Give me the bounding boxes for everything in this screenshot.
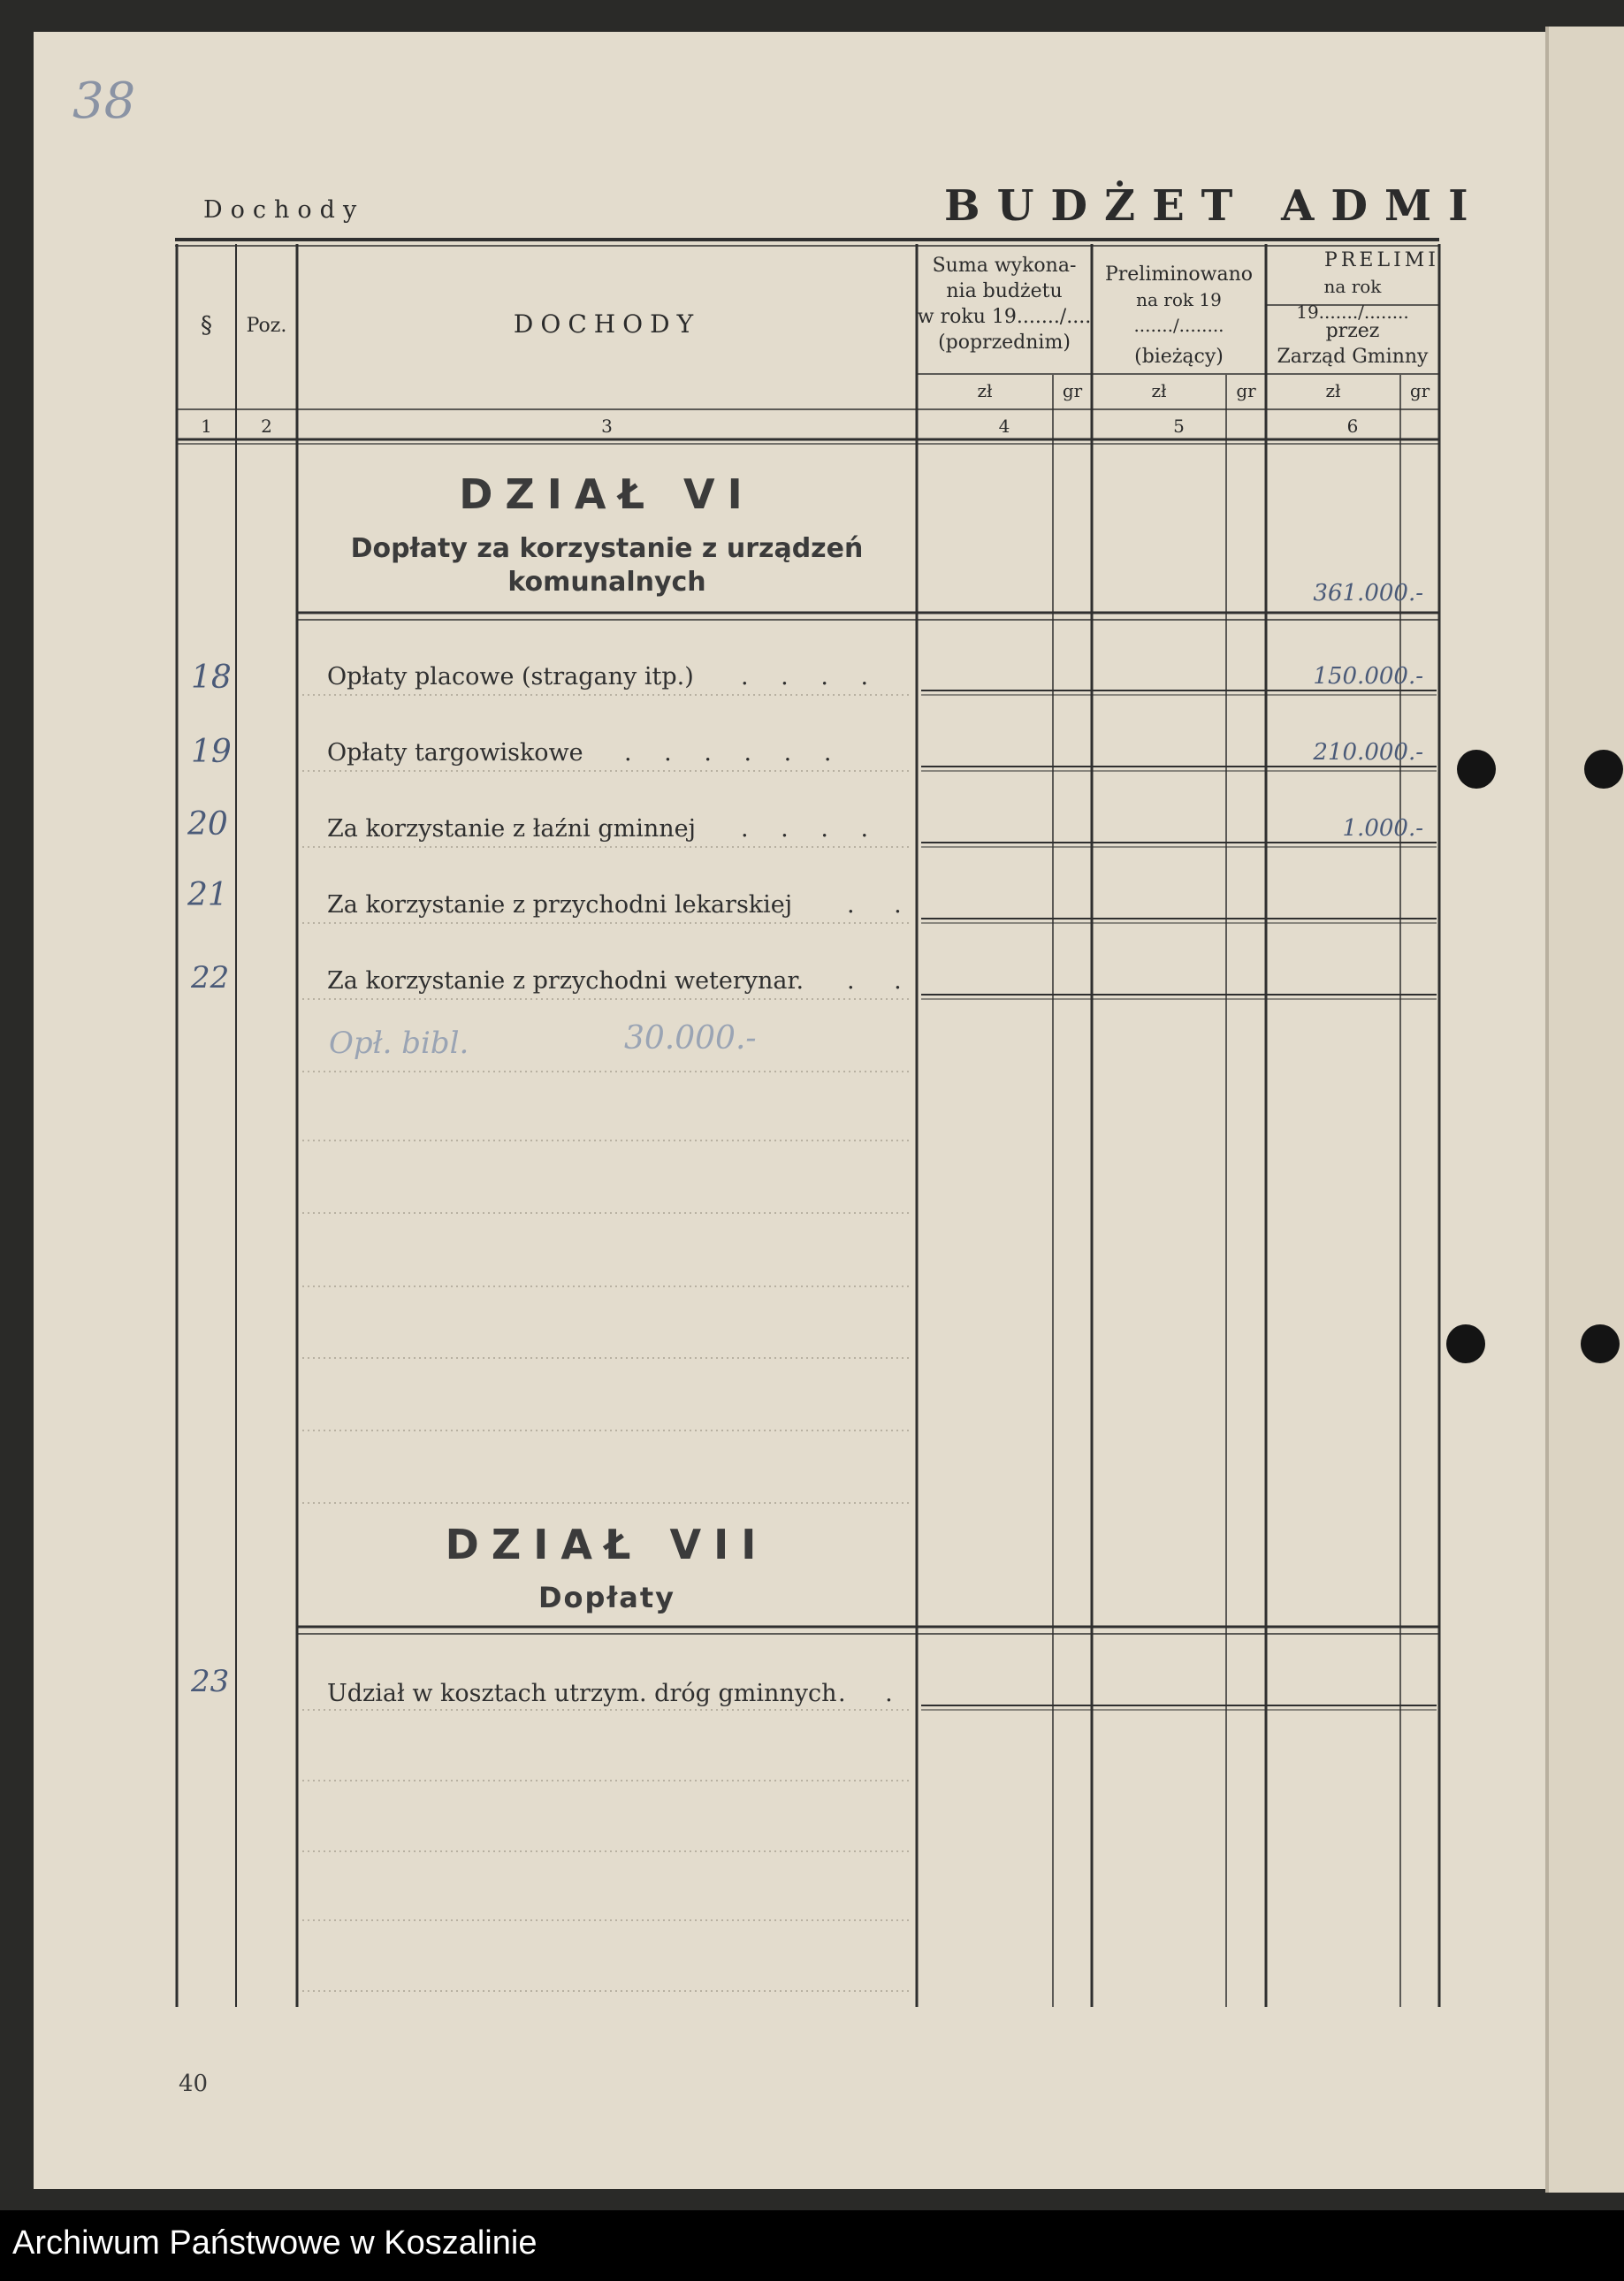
- section-total-dzial-vi: 361.000.-: [1313, 580, 1423, 606]
- column-header-board: przez Zarząd Gminny: [1277, 320, 1429, 368]
- column-number: 1: [201, 416, 212, 437]
- column-header-preliminary-next: PRELIMI: [1324, 249, 1439, 271]
- row-number-21: 21: [187, 877, 228, 913]
- column-number: 4: [998, 416, 1010, 437]
- column-number: 3: [601, 416, 613, 437]
- row-label-21: Za korzystanie z przychodni lekarskiej: [327, 891, 793, 919]
- row-leader-dots: . .: [847, 967, 918, 995]
- row-leader-dots: . .: [847, 891, 918, 919]
- row-number-20: 20: [187, 806, 228, 843]
- column-number: 6: [1346, 416, 1359, 437]
- unit-gr: gr: [1409, 380, 1430, 401]
- section-label-dochody: Dochody: [203, 196, 365, 224]
- row-number-23: 23: [191, 1664, 230, 1699]
- row-amount-19: 210.000.-: [1313, 739, 1423, 766]
- pencil-note-label: Opł. bibl.: [329, 1026, 469, 1061]
- column-header-paragraph: §: [201, 312, 212, 339]
- column-header-next-year: na rok 19......./........: [1296, 276, 1409, 323]
- printed-page-number: 40: [179, 2071, 209, 2097]
- row-label-19: Opłaty targowiskowe: [327, 739, 583, 767]
- column-header-position: Poz.: [246, 315, 287, 337]
- unit-zl: zł: [1325, 380, 1341, 401]
- pencil-page-number: 38: [72, 72, 136, 130]
- row-leader-dots: . . . . . .: [624, 739, 844, 767]
- row-number-19: 19: [191, 734, 232, 770]
- document-title: BUDŻET ADMI: [944, 181, 1485, 231]
- column-header-preliminary-current: Preliminowano na rok 19 ......./........ (bieżący): [1104, 263, 1254, 368]
- column-number: 2: [261, 416, 272, 437]
- section-subtitle-dzial-vi: Dopłaty za korzystanie z urządzeń komunalnych: [350, 533, 864, 598]
- column-number: 5: [1173, 416, 1185, 437]
- column-header-dochody: DOCHODY: [513, 309, 701, 339]
- row-label-18: Opłaty placowe (stragany itp.): [327, 663, 694, 690]
- pencil-note-amount: 30.000.-: [624, 1020, 757, 1057]
- row-leader-dots: . . . .: [741, 663, 881, 690]
- row-number-18: 18: [191, 660, 232, 696]
- row-leader-dots: . .: [838, 1680, 909, 1707]
- row-amount-18: 150.000.-: [1313, 663, 1423, 690]
- unit-zl: zł: [1151, 380, 1167, 401]
- unit-gr: gr: [1062, 380, 1083, 401]
- section-subtitle-dzial-vii: Dopłaty: [538, 1581, 676, 1614]
- row-number-22: 22: [191, 960, 230, 996]
- section-title-dzial-vii: DZIAŁ VII: [445, 1521, 769, 1568]
- archive-label: Archiwum Państwowe w Koszalinie: [12, 2224, 538, 2262]
- row-leader-dots: . . . .: [741, 815, 881, 843]
- archive-footer: [0, 2210, 1624, 2281]
- row-label-22: Za korzystanie z przychodni weterynar.: [327, 967, 804, 995]
- unit-zl: zł: [977, 380, 993, 401]
- row-label-23: Udział w kosztach utrzym. dróg gminnych: [327, 1680, 837, 1707]
- row-amount-20: 1.000.-: [1342, 815, 1423, 842]
- section-title-dzial-vi: DZIAŁ VI: [459, 470, 755, 518]
- column-header-executed: Suma wykona- nia budżetu w roku 19......./.... (poprzednim): [917, 255, 1092, 354]
- unit-gr: gr: [1236, 380, 1256, 401]
- row-label-20: Za korzystanie z łaźni gminnej: [327, 815, 696, 843]
